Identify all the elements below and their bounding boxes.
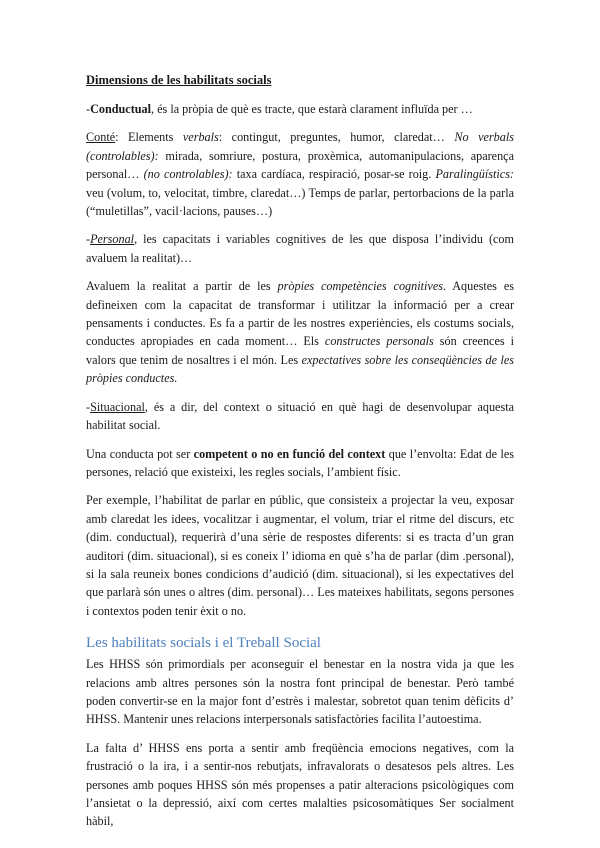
paragraph-personal (86, 230, 514, 267)
paragraph-context (86, 445, 514, 482)
dash: - (86, 232, 91, 247)
paragraph-hhss-benestar: Les HHSS són primordials per aconseguir el benestar en la nostra vida ja que les relacions amb altres persones són la nostra font principal de benestar. Però també poden convertir-se en la major font d’estrès i malestar, sobretot quan tenim dèficits d’ HHSS. Mantenir unes relacions interpersonals satisfactòries facilita l’autoestima. (86, 657, 514, 727)
dash: - (86, 102, 91, 116)
text: Una conducta pot ser (86, 446, 194, 461)
paragraph-situacional (86, 398, 514, 435)
text: : contingut, preguntes, humor, claredat… (218, 130, 455, 145)
text: , les capacitats i variables cognitives de les que disposa l’individu (com avaluem la realitat)… (86, 232, 514, 265)
italic-text: constructes personals (324, 334, 434, 349)
text: , és la pròpia de què es tracte, que estarà clarament influïda per … (151, 102, 473, 116)
italic-text: expectatives sobre les conseqüències de les pròpies conductes. (86, 352, 514, 386)
document-title: Dimensions de les habilitats socials (86, 73, 272, 87)
bold-text: competent o no en funció del context (193, 446, 386, 461)
text: Avaluem la realitat a partir de les (86, 279, 278, 294)
dash: - (86, 399, 91, 414)
text: veu (volum, to, velocitat, timbre, claredat…) Temps de parlar, pertorbacions de la parla (“muletillas”, vacil·lacions, pauses…) (86, 185, 514, 219)
italic-text: No verbals (controlables): (86, 130, 514, 163)
text: , és a dir, del context o situació en què hagi de desenvolupar aquesta habilitat social. (86, 399, 514, 433)
text: són creences i valors que tenim de nosaltres i el món. Les (86, 334, 514, 367)
paragraph-example: Per exemple, l’habilitat de parlar en públic, que consisteix a projectar la veu, exposar amb claredat les idees, vocalitzar i augmentar, el volum, triar el ritme del discurs, etc (dim. conductual), requerirà d’una sèrie de respostes diferents: si es tracta d’un gran auditori (dim. situacional), si es coneix l’ idioma en què s’ha de parlar (dim .personal), si la sala reuneix bones condicions d’audició (dim. situacional), si les expectatives del que parlarà són unes o altres (dim. personal)… Les mateixes habilitats, segons persones i contextos poden tenir èxit o no. (86, 493, 514, 618)
text: que l’envolta: Edat de les persones, relació que existeixi, les regles socials, l’ambient físic. (86, 446, 514, 479)
paragraph-hhss-falta: La falta d’ HHSS ens porta a sentir amb freqüència emocions negatives, com la frustració o la ira, i a sentir-nos rebutjats, infravalorats o desatesos pels altres. Les persones amb poques HHSS són més propenses a patir alteracions psicològiques com l’ansietat o la depressió, així com certes malalties psicosomàtiques Ser socialment hàbil, (86, 740, 514, 829)
term-situacional: Situacional (90, 399, 145, 414)
italic-text: verbals (182, 130, 219, 145)
italic-text: pròpies competències cognitives (277, 279, 443, 294)
text: taxa cardíaca, respiració, posar-se roig. (232, 167, 436, 182)
text: mirada, somriure, postura, proxèmica, automanipulacions, aparença personal… (86, 148, 514, 182)
text: . Aquestes es defineixen com la capacitat de transformar i utilitzar la informació per a crear pensaments i conductes. Es fa a partir de les nostres experiències, els costums socials, conductes apropiades en cada moment… Els (86, 279, 514, 349)
paragraph-conductual (86, 100, 514, 118)
term-personal: Personal (90, 232, 135, 247)
term-conductual: Conductual (90, 102, 152, 116)
text: : Elements (115, 130, 183, 145)
italic-text: (no controlables): (143, 167, 233, 182)
italic-text: Paralingüístics: (435, 167, 514, 182)
paragraph-competencies (86, 277, 514, 387)
paragraph-conte (86, 128, 514, 220)
section-heading: Les habilitats socials i el Treball Social (86, 635, 321, 652)
label-conte: Conté (86, 130, 116, 145)
